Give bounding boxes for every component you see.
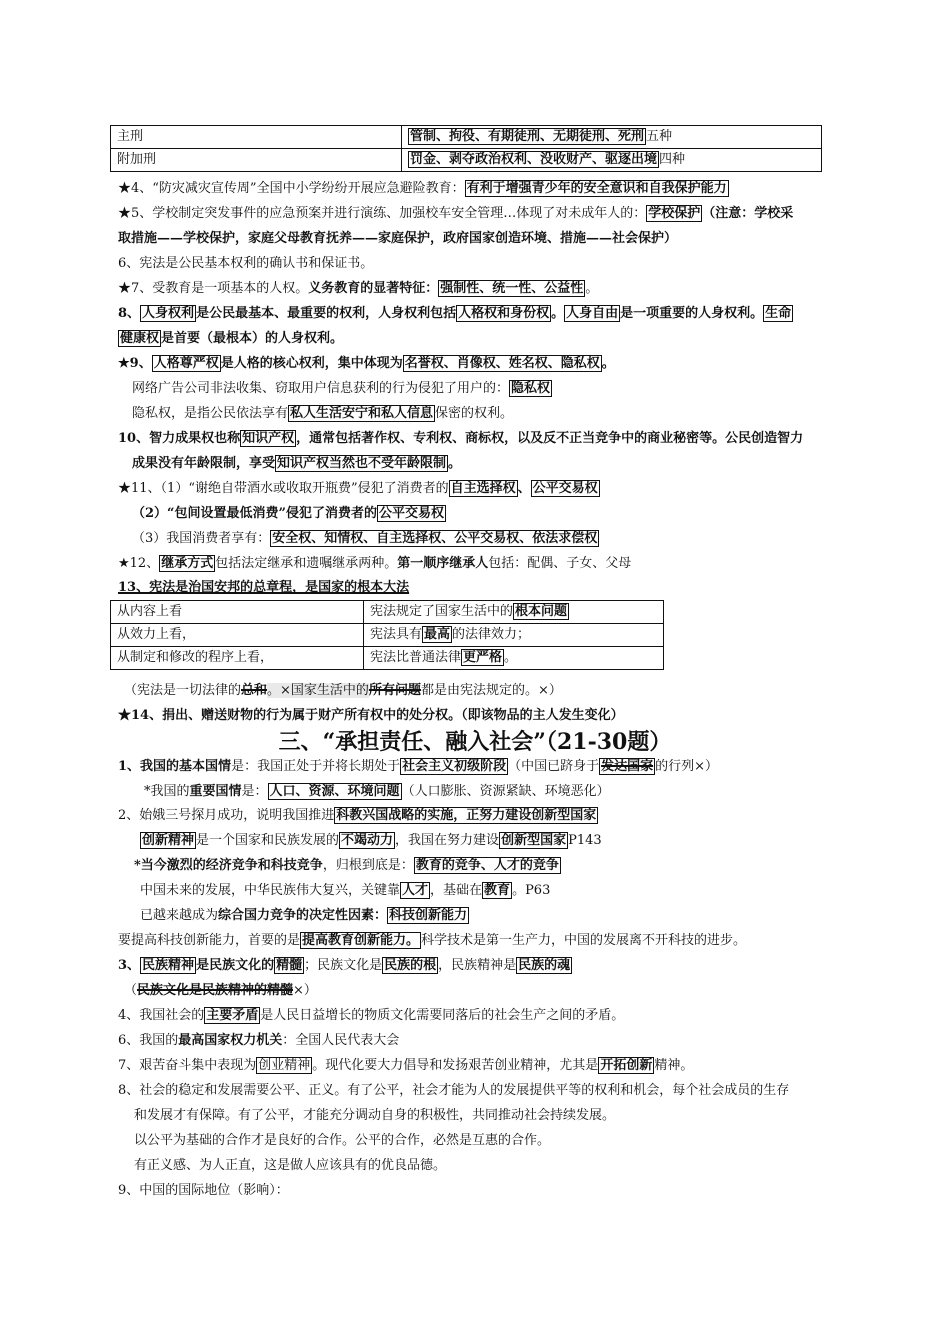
text: 6、我国的	[118, 1033, 179, 1048]
section3-item-8b: 和发展才有保障。有了公平，才能充分调动自身的积极性，共同推动社会持续发展。	[134, 1108, 616, 1123]
struck-text: 所有问题	[368, 683, 421, 698]
boxed-answer: 健康权	[120, 331, 160, 346]
text: 是人格的核心权利，集中体现为	[220, 356, 403, 371]
boxed-answer: 人口、资源、环境问题	[269, 784, 400, 799]
text: 宪法比普通法律	[370, 650, 462, 665]
text: 网络广告公司非法收集、窃取用户信息获利的行为侵犯了用户的：	[132, 381, 510, 396]
boxed-answer: 最高	[424, 627, 451, 642]
text: 、	[517, 481, 531, 496]
punishment-table	[110, 125, 822, 172]
text: 包括：配偶、子女、父母	[488, 556, 632, 571]
section3-item-2e	[140, 906, 469, 926]
text: 义务教育的显著特征：	[308, 281, 439, 296]
text: （3）我国消费者享有：	[132, 531, 271, 546]
text: 综合国力竞争的决定性因素：	[218, 908, 388, 923]
text: P143	[568, 833, 602, 848]
text: 保密的权利。	[435, 406, 514, 421]
cell-suffix: 五种	[646, 129, 673, 144]
item-9	[118, 354, 615, 374]
text: 。	[585, 281, 599, 296]
text: （2）“包间设置最低消费”侵犯了消费者的	[132, 506, 378, 521]
table-cell: 从制定和修改的程序上看，	[111, 647, 364, 670]
section3-item-2f	[118, 931, 746, 951]
text: 重要国情	[189, 784, 242, 799]
boxed-answer: 精髓	[276, 958, 303, 973]
text: ★7、受教育是一项基本的人权。	[118, 281, 309, 296]
boxed-answer: 教育	[484, 883, 511, 898]
constitution-table	[110, 600, 664, 670]
section3-item-8: 8、社会的稳定和发展需要公平、正义。有了公平，社会才能为人的发展提供平等的权利和机会，每个社会成员的生存	[118, 1083, 790, 1098]
section3-item-2b	[140, 831, 602, 851]
boxed-answer: 继承方式	[161, 556, 214, 571]
section3-item-3b	[124, 981, 317, 1001]
text: 中国未来的发展，中华民族伟大复兴，关键靠	[140, 883, 401, 898]
text: 4、我国社会的	[118, 1008, 205, 1023]
text: 基本国情	[179, 759, 232, 774]
boxed-answer: 公平交易权	[379, 506, 445, 521]
text: 第一顺序继承人	[397, 556, 489, 571]
item-8-continued	[118, 329, 343, 349]
text: （宪法是一切法律的	[124, 683, 242, 698]
text: 。	[551, 306, 565, 321]
text: 成果没有年龄限制，享受	[132, 456, 276, 471]
boxed-answer: 主要矛盾	[206, 1008, 259, 1023]
text: *当今激烈的经济竞争和科技竞争	[134, 858, 323, 873]
boxed-answer: 根本问题	[515, 604, 568, 619]
boxed-answer: 民族的根	[384, 958, 437, 973]
boxed-answer: 开拓创新	[600, 1058, 653, 1073]
table-row	[111, 624, 664, 647]
text: 的法律效力；	[452, 627, 531, 642]
section3-item-8c: 以公平为基础的合作才是良好的合作。公平的合作，必然是互惠的合作。	[134, 1133, 551, 1148]
text: 是：我国正处于并将长期处于	[231, 759, 401, 774]
boxed-answer: 知识产权当然也不受年龄限制	[277, 456, 447, 471]
text: ，我国在努力建设	[395, 833, 500, 848]
text: 。	[504, 650, 518, 665]
boxed-answer: 提高教育创新能力。	[302, 933, 420, 948]
item-9b	[132, 404, 513, 424]
item-5	[118, 204, 793, 224]
boxed-answer: 教育的竞争、人才的竞争	[415, 858, 559, 873]
table-cell: 主刑	[111, 126, 402, 149]
table-cell	[364, 624, 664, 647]
boxed-answer: 自主选择权	[450, 481, 516, 496]
text: ★12、	[118, 556, 160, 571]
boxed-answer: 人身权利	[142, 306, 195, 321]
table-cell: 从内容上看	[111, 601, 364, 624]
text: ★11、（1）“谢绝自带酒水或收取开瓶费”侵犯了消费者的	[118, 481, 449, 496]
table-cell: 附加刑	[111, 149, 402, 172]
section3-item-2d	[140, 881, 550, 901]
text: 宪法规定了国家生活中的	[370, 604, 514, 619]
item-11c	[132, 529, 599, 549]
section3-item-1b	[144, 782, 610, 802]
text: 10、智力成果权也称	[118, 431, 241, 446]
text: 7、艰苦奋斗集中表现为	[118, 1058, 257, 1073]
section3-item-2	[118, 806, 598, 826]
text: （注意：学校采	[702, 206, 794, 221]
cell-suffix: 四种	[659, 152, 686, 167]
boxed-answer: 强制性、统一性、公益性	[440, 281, 584, 296]
section3-item-6	[118, 1031, 399, 1051]
text: 包括法定继承和遗嘱继承两种。	[215, 556, 398, 571]
boxed-answer: 人格权和身份权	[458, 306, 550, 321]
boxed-answer: 知识产权	[242, 431, 295, 446]
text: ：全国人民代表大会	[282, 1033, 400, 1048]
item-4	[118, 179, 729, 199]
boxed-answer: 创新型国家	[501, 833, 567, 848]
table-row	[111, 601, 664, 624]
table-row	[111, 126, 822, 149]
text: ，通常包括著作权、专利权、商标权，以及反不正当竞争中的商业秘密等。公民创造智力	[296, 431, 804, 446]
item-12	[118, 554, 631, 574]
boxed-answer: 隐私权	[511, 381, 551, 396]
boxed-answer: 安全权、知情权、自主选择权、公平交易权、依法求偿权	[272, 531, 598, 546]
struck-text: 民族文化是民族精神的精髓	[137, 983, 294, 998]
struck-text: 发达国家	[601, 759, 654, 774]
text: 最高国家权力机关	[178, 1033, 283, 1048]
boxed-answer: 名誉权、肖像权、姓名权、隐私权	[404, 356, 600, 371]
item-8	[118, 304, 793, 324]
boxed-answer: 生命	[765, 306, 792, 321]
boxed-answer: 学校保护	[648, 206, 701, 221]
text: 是人民日益增长的物质文化需要同落后的社会生产之间的矛盾。	[260, 1008, 625, 1023]
text: ，民族精神是	[438, 958, 517, 973]
text: ，基础在	[430, 883, 483, 898]
boxed-answer: 创业精神	[258, 1058, 311, 1073]
item-10-continued	[132, 454, 461, 474]
text: 是公民最基本、最重要的权利，人身权利包括	[196, 306, 457, 321]
table-cell	[402, 126, 822, 149]
text: ；民族文化是	[304, 958, 383, 973]
text: ★4、“防灾减灾宣传周”全国中小学纷纷开展应急避险教育：	[118, 181, 465, 196]
text: 8、	[118, 306, 141, 321]
text: 3、	[118, 958, 141, 973]
text: （中国已跻身于	[508, 759, 600, 774]
item-11	[118, 479, 600, 499]
text: ★9、	[118, 356, 152, 371]
table-cell	[364, 601, 664, 624]
section3-item-7	[118, 1056, 693, 1076]
boxed-answer: 更严格	[463, 650, 503, 665]
text: 已越来越成为	[140, 908, 219, 923]
text: 是：	[241, 784, 268, 799]
text: 精神。	[654, 1058, 694, 1073]
item-13-note	[124, 681, 562, 701]
text: 是一项重要的人身权利。	[620, 306, 764, 321]
text: 。P63	[512, 883, 551, 898]
boxed-answer: 民族精神	[142, 958, 195, 973]
item-7	[118, 279, 598, 299]
text: 都是由宪法规定的。×）	[420, 683, 562, 698]
boxed-answer: 民族的魂	[518, 958, 571, 973]
boxed-answer: 有利于增强青少年的安全意识和自我保护能力	[466, 181, 727, 196]
text: 要提高科技创新能力，首要的是	[118, 933, 301, 948]
text: （人口膨胀、资源紧缺、环境恶化）	[401, 784, 610, 799]
table-cell	[402, 149, 822, 172]
text: 宪法具有	[370, 627, 423, 642]
boxed-answer: 私人生活安宁和私人信息	[290, 406, 434, 421]
text: ，归根到底是：	[322, 858, 414, 873]
text: 。	[448, 456, 462, 471]
text: 是首要（最根本）的人身权利。	[161, 331, 344, 346]
boxed-answer: 人格尊严权	[153, 356, 219, 371]
section-title: 三、“承担责任、融入社会”（21-30题）	[278, 729, 672, 755]
section3-item-3	[118, 956, 572, 976]
section3-item-4	[118, 1006, 624, 1026]
text: 科学技术是第一生产力，中国的发展离不开科技的进步。	[421, 933, 747, 948]
section3-item-8d: 有正义感、为人正直，这是做人应该具有的优良品德。	[134, 1158, 447, 1173]
item-10	[118, 429, 803, 449]
text: 1、我国的	[118, 759, 180, 774]
item-11b	[132, 504, 446, 524]
item-5-continued: 取措施——学校保护，家庭父母教育抚养——家庭保护，政府国家创造环境、措施——社会保护）	[118, 231, 678, 246]
item-13: 13、宪法是治国安邦的总章程，是国家的根本大法	[118, 580, 410, 595]
table-row	[111, 647, 664, 670]
table-row	[111, 149, 822, 172]
boxed-answer: 不竭动力	[341, 833, 394, 848]
boxed-answer: 罚金、剥夺政治权利、没收财产、驱逐出境	[410, 152, 658, 167]
text: （	[124, 983, 138, 998]
boxed-answer: 管制、拘役、有期徒刑、无期徒刑、死刑	[410, 129, 645, 144]
text: 的行列×）	[655, 759, 719, 774]
text: 。现代化要大力倡导和发扬艰苦创业精神，尤其是	[312, 1058, 599, 1073]
boxed-answer: 科教兴国战略的实施，正努力建设创新型国家	[336, 808, 597, 823]
boxed-answer: 创新精神	[142, 833, 195, 848]
text: *我国的	[144, 784, 190, 799]
text: 。	[601, 356, 615, 371]
text: 是一个国家和民族发展的	[196, 833, 340, 848]
text: 2、始娥三号探月成功，说明我国推进	[118, 808, 335, 823]
item-6: 6、宪法是公民基本权利的确认书和保证书。	[118, 256, 374, 271]
struck-text: 总和	[241, 683, 268, 698]
boxed-answer: 公平交易权	[532, 481, 598, 496]
text: 。×国家生活中的	[267, 683, 369, 698]
text: ★5、学校制定突发事件的应急预案并进行演练、加强校车安全管理…体现了对未成年人的：	[118, 206, 647, 221]
section3-item-9: 9、中国的国际地位（影响）：	[118, 1183, 289, 1198]
text: 是民族文化的	[196, 958, 275, 973]
section3-item-2c	[134, 856, 561, 876]
section3-item-1	[118, 757, 718, 777]
text: 隐私权，是指公民依法享有	[132, 406, 289, 421]
boxed-answer: 社会主义初级阶段	[402, 759, 507, 774]
item-9a	[132, 379, 552, 399]
item-14: ★14、捐出、赠送财物的行为属于财产所有权中的处分权。（即该物品的主人发生变化）	[118, 708, 624, 723]
table-cell: 从效力上看，	[111, 624, 364, 647]
table-cell	[364, 647, 664, 670]
text: ×）	[293, 983, 317, 998]
boxed-answer: 科技创新能力	[389, 908, 468, 923]
boxed-answer: 人身自由	[566, 306, 619, 321]
boxed-answer: 人才	[402, 883, 429, 898]
